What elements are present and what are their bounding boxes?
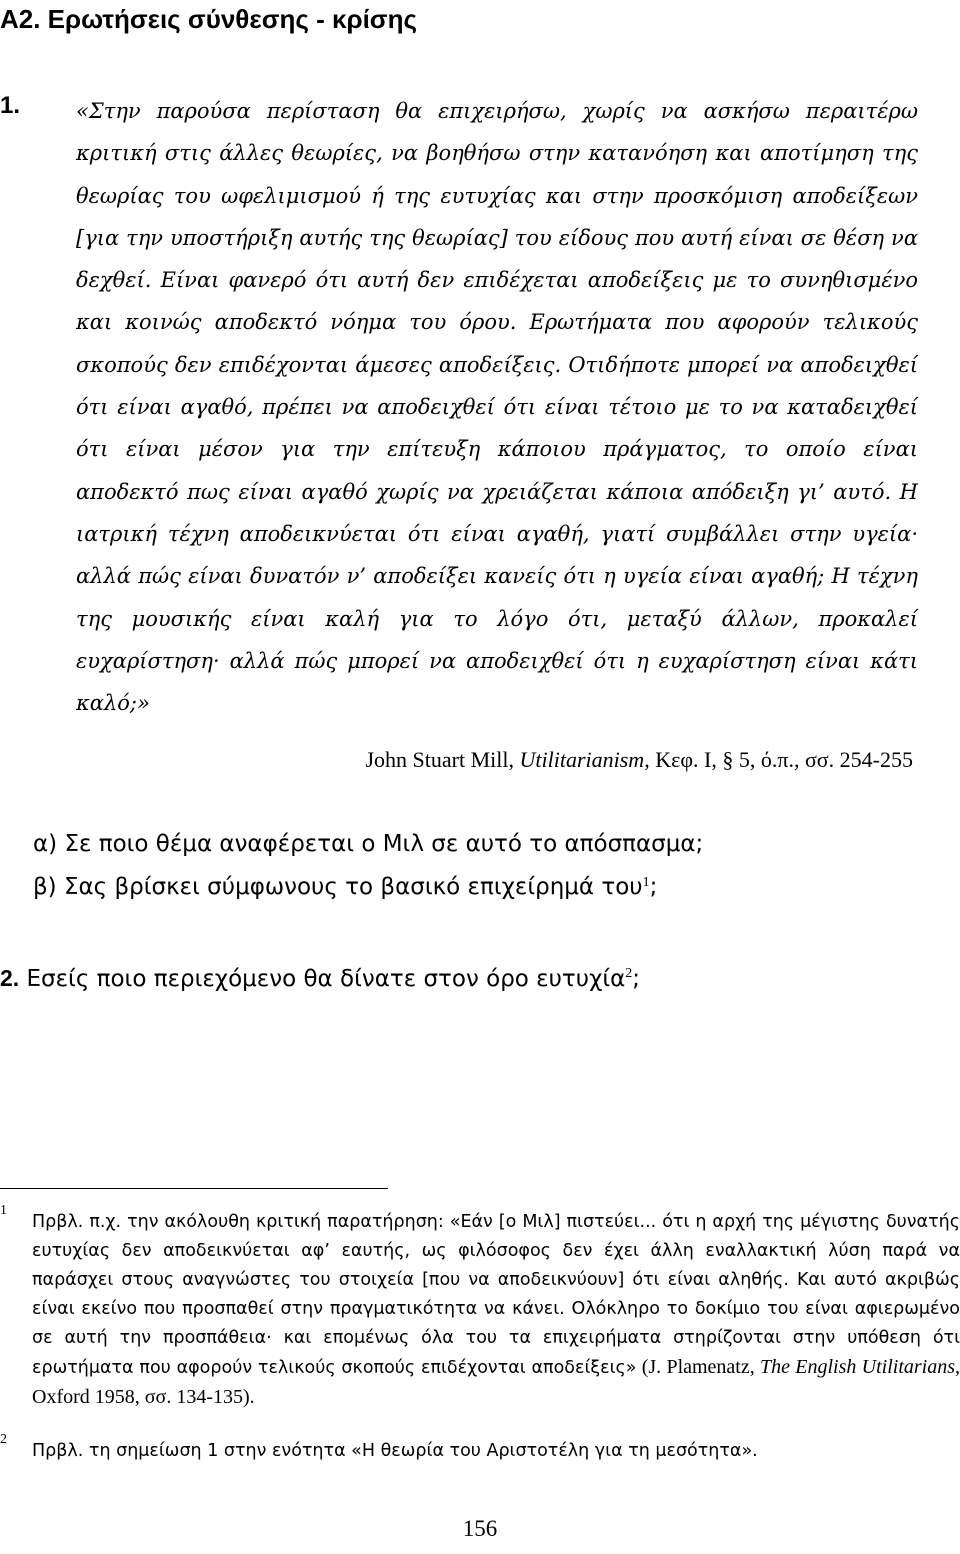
quote-source	[365, 745, 913, 775]
sub-question-a: α) Σε ποιο θέμα αναφέρεται ο Μιλ σε αυτό το απόσπασμα;	[33, 831, 704, 857]
section-title: Α2. Ερωτήσεις σύνθεσης - κρίσης	[0, 4, 417, 34]
question-2-number: 2.	[0, 965, 20, 991]
source-author: John Stuart Mill,	[365, 747, 520, 772]
footnote-2-mark: 2	[0, 1432, 7, 1447]
sub-question-b-end: ;	[649, 874, 658, 900]
footnote-1	[32, 1208, 960, 1413]
sub-question-b-text: β) Σας βρίσκει σύμφωνους το βασικό επιχείρημά του	[33, 874, 643, 900]
footnote-1-ref-close: , Oxford 1958, σσ. 134-135).	[32, 1356, 960, 1408]
footnote-1-text: Πρβλ. π.χ. την ακόλουθη κριτική παρατήρηση: «Εάν [ο Μιλ] πιστεύει... ότι η αρχή της μέγιστης δυνατής ευτυχίας δεν αποδεικνύεται αφ’ εαυτής, ως φιλόσοφος δεν έχει άλλη εναλλακτική λύση παρά να παράσχει στους αναγνώστες του στοιχεία [που να αποδεικνύουν] ότι είναι αληθής. Και αυτό ακριβώς είναι εκείνο που προσπαθεί στην πραγματικότητα να κάνει. Ολόκληρο το δοκίμιο του είναι αφιερωμένο σε αυτή την προσπάθεια· και επομένως όλα του τα επιχειρήματα στηρίζονται στην υπόθεση ότι ερωτήματα που αφορούν τελικούς σκοπούς επιδέχονται αποδείξεις»	[32, 1212, 960, 1378]
footnote-1-ref-open: (J. Plamenatz,	[636, 1356, 761, 1378]
mill-quote: «Στην παρούσα περίσταση θα επιχειρήσω, χωρίς να ασκήσω περαιτέρω κριτική στις άλλες θεωρίες, να βοηθήσω στην κατανόηση και αποτίμηση της θεωρίας του ωφελιμισμού ή της ευτυχίας και στην προσκόμιση αποδείξεων [για την υποστήριξη αυτής της θεωρίας] του είδους που αυτή είναι σε θέση να δεχθεί. Είναι φανερό ότι αυτή δεν επιδέχεται αποδείξεις με το συνηθισμένο και κοινώς αποδεκτό νόημα του όρου. Ερωτήματα που αφορούν τελικούς σκοπούς δεν επιδέχονται άμεσες αποδείξεις. Οτιδήποτε μπορεί να αποδειχθεί ότι είναι αγαθό, πρέπει να αποδειχθεί ότι είναι τέτοιο με το να καταδειχθεί ότι είναι μέσον για την επίτευξη κάποιου πράγματος, το οποίο είναι αποδεκτό πως είναι αγαθό χωρίς να χρειάζεται κάποια απόδειξη γι’ αυτό. Η ιατρική τέχνη αποδεικνύεται ότι είναι αγαθή, γιατί συμβάλλει στην υγεία· αλλά πώς είναι δυνατόν ν’ αποδείξει κανείς ότι η υγεία είναι αγαθή; Η τέχνη της μουσικής είναι καλή για το λόγο ότι, μεταξύ άλλων, προκαλεί ευχαρίστηση· αλλά πώς μπορεί να αποδειχθεί ότι η ευχαρίστηση είναι κάτι καλό;»	[76, 99, 918, 716]
question-1-number: 1.	[0, 92, 21, 119]
footnote-1-mark: 1	[0, 1203, 7, 1218]
page-number: 156	[462, 1516, 498, 1541]
source-title: Utilitarianism	[519, 747, 645, 772]
footnote-2: Πρβλ. τη σημείωση 1 στην ενότητα «Η θεωρία του Αριστοτέλη για τη μεσότητα».	[32, 1441, 758, 1461]
footnote-divider	[0, 1188, 388, 1189]
footnote-ref-1[interactable]: 1	[642, 875, 650, 890]
source-details: , Κεφ. Ι, § 5, ό.π., σσ. 254-255	[644, 747, 913, 772]
question-2-text: Εσείς ποιο περιεχόμενο θα δίνατε στον όρο ευτυχία	[19, 966, 626, 992]
question-2-end: ;	[632, 966, 641, 992]
footnote-ref-2[interactable]: 2	[625, 966, 633, 981]
footnote-1-ref-title: The English Utilitarians	[760, 1356, 955, 1378]
question-2	[0, 962, 640, 995]
sub-question-b	[33, 871, 657, 903]
